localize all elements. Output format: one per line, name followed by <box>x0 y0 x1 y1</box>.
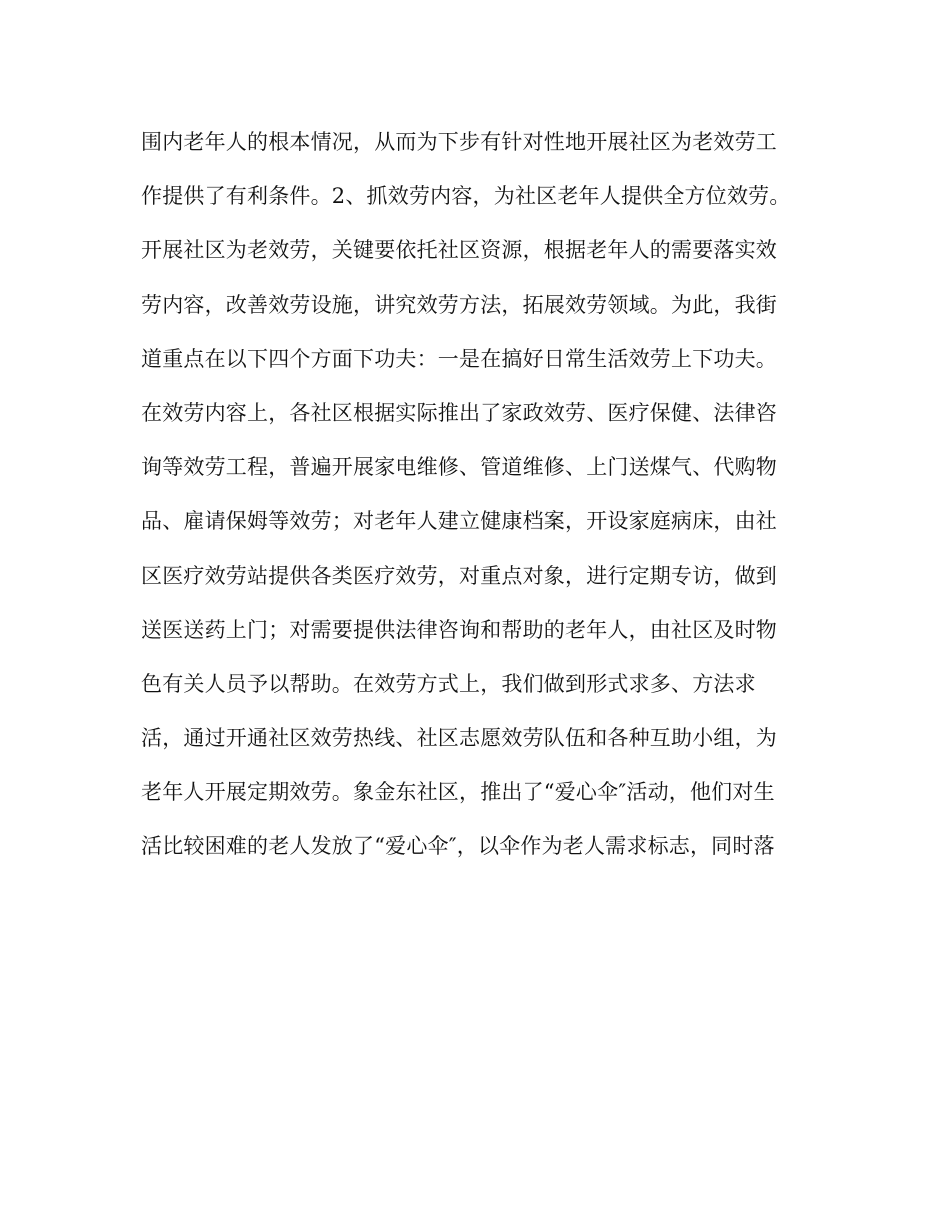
text-line: 老年人开展定期效劳。象金东社区，推出了“爱心伞″活动，他们对生 <box>141 780 775 805</box>
text-line: 开展社区为老效劳，关键要依托社区资源，根据老年人的需要落实效 <box>141 238 777 263</box>
text-line: 活比较困难的老人发放了“爱心伞″，以伞作为老人需求标志，同时落 <box>141 834 775 859</box>
text-line: 区医疗效劳站提供各类医疗效劳，对重点对象，进行定期专访，做到 <box>141 563 777 588</box>
body-text <box>141 122 821 881</box>
text-line: 送医送药上门；对需要提供法律咨询和帮助的老年人，由社区及时物 <box>141 617 777 642</box>
text-line: 活，通过开通社区效劳热线、社区志愿效劳队伍和各种互助小组，为 <box>141 726 777 751</box>
text-line: 在效劳内容上，各社区根据实际推出了家政效劳、医疗保健、法律咨 <box>141 400 777 425</box>
text-line: 品、雇请保姆等效劳；对老年人建立健康档案，开设家庭病床，由社 <box>141 509 777 534</box>
text-line: 道重点在以下四个方面下功夫：一是在搞好日常生活效劳上下功夫。 <box>141 346 777 371</box>
text-line: 询等效劳工程，普遍开展家电维修、管道维修、上门送煤气、代购物 <box>141 455 777 480</box>
text-line: 围内老年人的根本情况，从而为下步有针对性地开展社区为老效劳工 <box>141 130 777 154</box>
text-line: 作提供了有利条件。2、抓效劳内容，为社区老年人提供全方位效劳。 <box>141 184 791 209</box>
text-line: 色有关人员予以帮助。在效劳方式上，我们做到形式求多、方法求 <box>141 671 756 696</box>
text-line: 劳内容，改善效劳设施，讲究效劳方法，拓展效劳领域。为此，我街 <box>141 292 777 317</box>
